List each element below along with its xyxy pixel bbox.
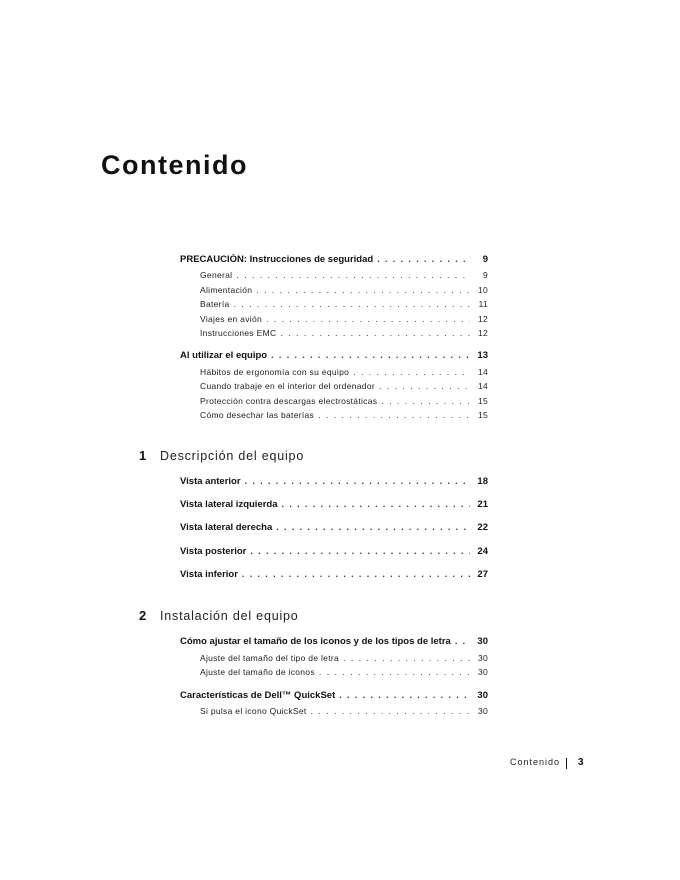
toc-entry[interactable] xyxy=(180,499,488,510)
toc-entry-page: 27 xyxy=(477,569,488,580)
toc-entry[interactable] xyxy=(180,636,488,647)
toc-subentry[interactable] xyxy=(200,285,488,295)
toc-subentry[interactable] xyxy=(200,299,488,309)
leader-dots xyxy=(318,410,470,420)
toc-entry[interactable] xyxy=(180,690,488,701)
toc-subentry-page: 15 xyxy=(477,396,488,406)
toc-entry-page: 22 xyxy=(477,522,488,533)
toc-subentry[interactable] xyxy=(200,653,488,663)
toc-subentry-label: Cómo desechar las baterías xyxy=(200,410,315,420)
toc-entry[interactable] xyxy=(180,569,488,580)
leader-dots xyxy=(319,667,470,677)
toc-entry-page: 9 xyxy=(482,254,488,265)
toc-subentry-page: 10 xyxy=(477,285,488,295)
toc-entry-label: PRECAUCIÓN: Instrucciones de seguridad xyxy=(180,254,374,265)
leader-dots xyxy=(379,381,470,391)
toc-subentry-label: Viajes en avión xyxy=(200,314,262,324)
toc-entry[interactable] xyxy=(180,476,488,487)
toc-subentry-label: Batería xyxy=(200,299,230,309)
page-number: 3 xyxy=(578,757,584,768)
toc-subentry-label: Hábitos de ergonomía con su equipo xyxy=(200,367,350,377)
toc-entry-label: Cómo ajustar el tamaño de los iconos y de los tipos de letra xyxy=(180,636,451,647)
toc-entry-label: Vista posterior xyxy=(180,546,247,557)
toc-subentry-page: 9 xyxy=(482,270,488,280)
leader-dots xyxy=(377,254,470,264)
leader-dots xyxy=(250,546,470,556)
leader-dots xyxy=(266,314,470,324)
leader-dots xyxy=(245,476,470,486)
leader-dots xyxy=(339,690,470,700)
chapter-title: Descripción del equipo xyxy=(160,449,305,463)
toc-subentry[interactable] xyxy=(200,314,488,324)
toc-subentry-label: Ajuste del tamaño del tipo de letra xyxy=(200,653,340,663)
leader-dots xyxy=(234,299,470,309)
toc-subentry-page: 11 xyxy=(478,299,488,309)
toc-subentry[interactable] xyxy=(200,328,488,338)
toc-entry[interactable] xyxy=(180,546,488,557)
chapter-heading[interactable] xyxy=(139,608,299,623)
toc-entry-label: Vista inferior xyxy=(180,569,238,580)
toc-entry-label: Al utilizar el equipo xyxy=(180,350,268,361)
toc-subentry-page: 30 xyxy=(477,667,488,677)
toc-subentry-page: 30 xyxy=(477,653,488,663)
leader-dots xyxy=(381,396,470,406)
page-title: Contenido xyxy=(101,150,248,180)
toc-subentry[interactable] xyxy=(200,381,488,391)
toc-subentry-label: Ajuste del tamaño de iconos xyxy=(200,667,315,677)
toc-entry[interactable] xyxy=(180,522,488,533)
leader-dots xyxy=(256,285,470,295)
leader-dots xyxy=(343,653,470,663)
toc-entry-page: 30 xyxy=(477,690,488,701)
chapter-number: 1 xyxy=(139,448,147,463)
toc-entry-label: Características de Dell™ QuickSet xyxy=(180,690,336,701)
toc-subentry[interactable] xyxy=(200,396,488,406)
leader-dots xyxy=(271,350,470,360)
leader-dots xyxy=(353,367,470,377)
toc-subentry-page: 12 xyxy=(477,314,488,324)
toc-subentry-page: 15 xyxy=(477,410,488,420)
chapter-title: Instalación del equipo xyxy=(160,609,299,623)
toc-entry-page: 21 xyxy=(477,499,488,510)
toc-subentry-label: Cuando trabaje en el interior del ordenador xyxy=(200,381,375,391)
footer-section-name: Contenido xyxy=(510,757,561,767)
leader-dots xyxy=(455,636,470,646)
toc-subentry[interactable] xyxy=(200,270,488,280)
toc-subentry[interactable] xyxy=(200,410,488,420)
toc-subentry-label: Instrucciones EMC xyxy=(200,328,277,338)
toc-entry-page: 13 xyxy=(477,350,488,361)
toc-entry-label: Vista anterior xyxy=(180,476,241,487)
toc-subentry-label: Protección contra descargas electrostáticas xyxy=(200,396,378,406)
toc-entry[interactable] xyxy=(180,350,488,361)
leader-dots xyxy=(282,499,470,509)
leader-dots xyxy=(280,328,470,338)
chapter-number: 2 xyxy=(139,608,147,623)
toc-subentry-page: 14 xyxy=(477,381,488,391)
toc-entry-page: 24 xyxy=(477,546,488,557)
toc-entry-page: 30 xyxy=(477,636,488,647)
toc-subentry[interactable] xyxy=(200,706,488,716)
leader-dots xyxy=(242,569,470,579)
leader-dots xyxy=(236,270,470,280)
toc-entry-page: 18 xyxy=(477,476,488,487)
toc-subentry-page: 12 xyxy=(477,328,488,338)
toc-subentry-label: Alimentación xyxy=(200,285,253,295)
chapter-heading[interactable] xyxy=(139,448,304,463)
leader-dots xyxy=(276,522,470,532)
leader-dots xyxy=(311,706,470,716)
toc-entry[interactable] xyxy=(180,254,488,265)
footer-separator xyxy=(566,758,567,769)
toc-subentry[interactable] xyxy=(200,667,488,677)
toc-subentry-page: 14 xyxy=(477,367,488,377)
toc-entry-label: Vista lateral derecha xyxy=(180,522,273,533)
toc-subentry-label: Si pulsa el icono QuickSet xyxy=(200,706,307,716)
toc-subentry[interactable] xyxy=(200,367,488,377)
toc-entry-label: Vista lateral izquierda xyxy=(180,499,278,510)
toc-subentry-label: General xyxy=(200,270,233,280)
toc-subentry-page: 30 xyxy=(477,706,488,716)
